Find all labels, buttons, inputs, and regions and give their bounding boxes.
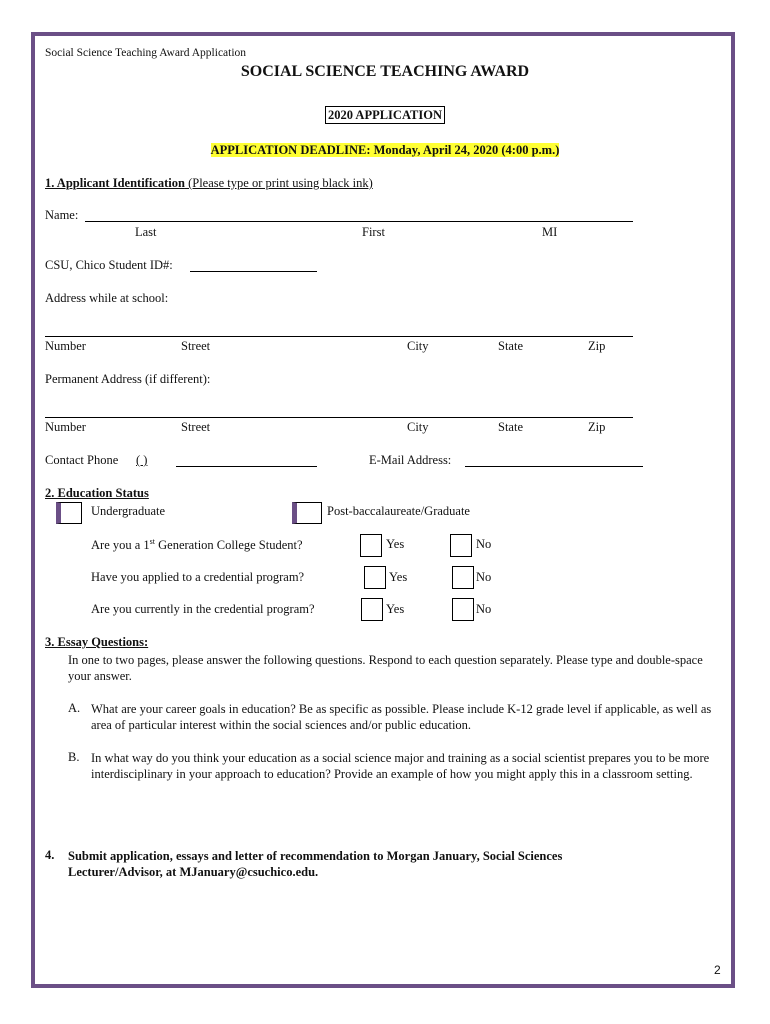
addr2-zip-label: Zip: [588, 420, 606, 434]
question-a-text: What are your career goals in education? Be as specific as possible. Please include K-12 grade level if applicable, as well as area of particular interest within the social sciences and/or public education.: [91, 702, 712, 732]
question-a-label: A.: [68, 701, 81, 715]
q3-no-label: No: [476, 602, 492, 616]
addr1-street-label: Street: [181, 339, 211, 353]
q2-yes-checkbox[interactable]: [364, 566, 386, 589]
name-last-label: Last: [135, 225, 157, 239]
address-school-label: Address while at school:: [45, 291, 169, 305]
addr2-street-label: Street: [181, 420, 211, 434]
contact-phone-label: Contact Phone: [45, 453, 119, 467]
postbacc-checkbox[interactable]: [292, 502, 322, 524]
section3-heading: 3. Essay Questions:: [45, 635, 149, 649]
page-number: 2: [714, 963, 721, 977]
year-label-wrap: [0, 108, 770, 123]
q1-no-label: No: [476, 537, 492, 551]
name-first-label: First: [362, 225, 385, 239]
addr1-state-label: State: [498, 339, 523, 353]
section3-intro: In one to two pages, please answer the following questions. Respond to each question separately. Please type and double-space your answer.: [68, 653, 703, 683]
q1-sup: st: [149, 537, 156, 546]
email-label: E-Mail Address:: [369, 453, 452, 467]
addr2-city-label: City: [407, 420, 429, 434]
q3-text: Are you currently in the credential program?: [91, 602, 315, 616]
contact-phone-field[interactable]: [176, 466, 317, 467]
section4-label: 4.: [45, 848, 55, 862]
q1-yes-checkbox[interactable]: [360, 534, 382, 557]
q3-yes-checkbox[interactable]: [361, 598, 383, 621]
undergraduate-label: Undergraduate: [91, 504, 166, 518]
addr1-city-label: City: [407, 339, 429, 353]
q2-yes-label: Yes: [389, 570, 408, 584]
header-note: Social Science Teaching Award Application: [45, 47, 247, 59]
question-b-label: B.: [68, 750, 80, 764]
postbacc-label: Post-baccalaureate/Graduate: [327, 504, 470, 518]
permanent-address-label: Permanent Address (if different):: [45, 372, 211, 386]
q3-no-checkbox[interactable]: [452, 598, 474, 621]
deadline-banner: APPLICATION DEADLINE: Monday, April 24, 2020 (4:00 p.m.): [210, 143, 560, 157]
address-school-field[interactable]: [45, 336, 633, 337]
name-mi-label: MI: [542, 225, 558, 239]
question-b-text: In what way do you think your education as a social science major and training as a social scientist prepares you to be more interdisciplinary in your approach to education? Provide an example of how you might apply this in a classroom setting.: [91, 751, 710, 781]
section4-text: Submit application, essays and letter of recommendation to Morgan January, Social Sciences Lecturer/Advisor, at MJanuary@csuchico.edu.: [68, 849, 563, 879]
addr2-state-label: State: [498, 420, 523, 434]
name-field[interactable]: [85, 221, 633, 222]
contact-phone-paren: ( ): [136, 453, 148, 467]
name-label: Name:: [45, 208, 79, 222]
q2-text: Have you applied to a credential program?: [91, 570, 305, 584]
section1-note: (Please type or print using black ink): [184, 176, 373, 190]
q1-first-gen: [91, 537, 303, 553]
permanent-address-field[interactable]: [45, 417, 633, 418]
section2-heading: 2. Education Status: [45, 486, 149, 500]
q1-text-post: Generation College Student?: [155, 538, 303, 553]
section1-heading-row: [45, 176, 373, 191]
deadline-wrap: [0, 143, 770, 158]
q1-yes-label: Yes: [386, 537, 405, 551]
q3-yes-label: Yes: [386, 602, 405, 616]
email-field[interactable]: [465, 466, 643, 467]
addr1-number-label: Number: [45, 339, 86, 353]
page-title: SOCIAL SCIENCE TEACHING AWARD: [240, 63, 530, 80]
student-id-field[interactable]: [190, 271, 317, 272]
student-id-label: CSU, Chico Student ID#:: [45, 258, 173, 272]
year-label: 2020 APPLICATION: [325, 106, 445, 124]
q2-no-label: No: [476, 570, 492, 584]
addr1-zip-label: Zip: [588, 339, 606, 353]
section1-heading: 1. Applicant Identification: [45, 176, 185, 190]
q1-no-checkbox[interactable]: [450, 534, 472, 557]
q2-no-checkbox[interactable]: [452, 566, 474, 589]
addr2-number-label: Number: [45, 420, 86, 434]
undergraduate-checkbox[interactable]: [56, 502, 82, 524]
q1-text-pre: Are you a 1: [91, 538, 150, 553]
